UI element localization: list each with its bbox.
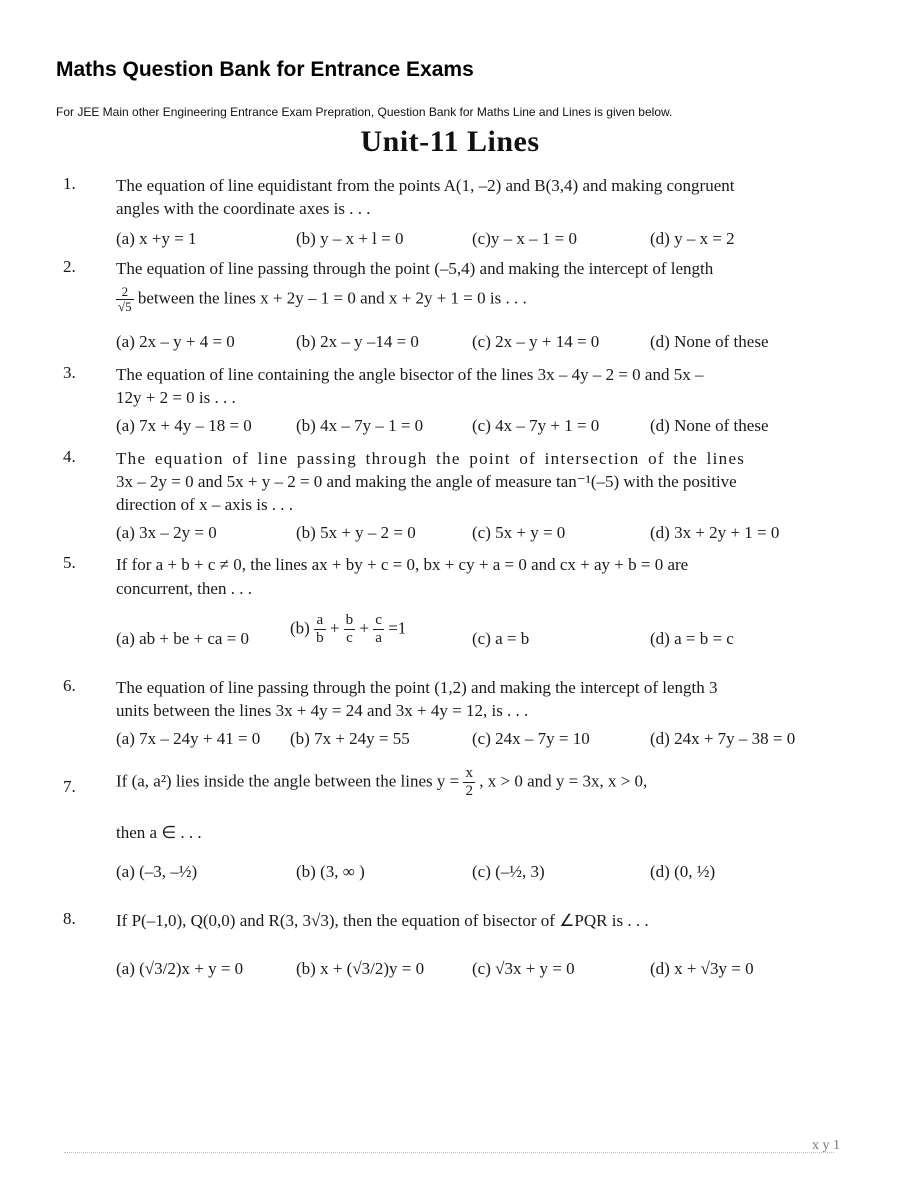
question-number: 3. — [63, 363, 76, 382]
question-text-line: The equation of line equidistant from the points A(1, –2) and B(3,4) and making congruent — [116, 176, 735, 195]
fraction: $\frac{b}{c}$ — [345, 612, 354, 646]
option-c: (c) 24x – 7y = 10 — [472, 729, 590, 748]
question-text-line: then a ∈ . . . — [116, 823, 202, 842]
option-b: (b) 4x – 7y – 1 = 0 — [296, 416, 424, 435]
intro-text: For JEE Main other Engineering Entrance Exam Prepration, Question Bank for Maths Line and Lines is given below. — [56, 105, 673, 119]
option-b: (b) 7x + 24y = 55 — [290, 729, 410, 748]
option-a: (a) 7x + 4y – 18 = 0 — [116, 416, 252, 435]
question-text-line: The equation of line passing through the point (1,2) and making the intercept of length 3 — [116, 678, 718, 697]
option-d: (d) 24x + 7y – 38 = 0 — [650, 729, 796, 748]
footer-fragment: x y 1 — [812, 1138, 840, 1153]
question-text-line: If P(–1,0), Q(0,0) and R(3, 3√3), then the equation of bisector of ∠PQR is . . . — [116, 911, 649, 930]
question-text-line: angles with the coordinate axes is . . . — [116, 199, 371, 218]
option-d: (d) None of these — [650, 332, 769, 351]
option-b: (b) x + (√3/2)y = 0 — [296, 959, 425, 978]
option-a: (a) 3x – 2y = 0 — [116, 523, 217, 542]
option-a: (a) 2x – y + 4 = 0 — [116, 332, 235, 351]
option-c: (c) (–½, 3) — [472, 862, 545, 881]
option-b: (b) $\frac{a}{b}$ + $\frac{b}{c}$ + $\frac{c}{a}$ =1 — [290, 612, 407, 646]
option-c: (c) a = b — [472, 629, 530, 648]
option-c: (c) √3x + y = 0 — [472, 959, 575, 978]
option-d: (d) (0, ½) — [650, 862, 716, 881]
question-number: 8. — [63, 909, 76, 928]
question-number: 7. — [63, 777, 76, 796]
fraction: $\frac{c}{a}$ — [375, 612, 382, 646]
option-d: (d) y – x = 2 — [650, 229, 735, 248]
option-a: (a) 7x – 24y + 41 = 0 — [116, 729, 261, 748]
question-text-line: units between the lines 3x + 4y = 24 and 3x + 4y = 12, is . . . — [116, 701, 529, 720]
question-number: 6. — [63, 676, 76, 695]
option-b: (b) 5x + y – 2 = 0 — [296, 523, 416, 542]
option-a: (a) x +y = 1 — [116, 229, 197, 248]
question-text-line: direction of x – axis is . . . — [116, 495, 294, 514]
option-c: (c) 4x – 7y + 1 = 0 — [472, 416, 600, 435]
question-text-line: 12y + 2 = 0 is . . . — [116, 388, 236, 407]
question-number: 1. — [63, 174, 76, 193]
site-title: Maths Question Bank for Entrance Exams — [56, 58, 474, 81]
option-c: (c) 5x + y = 0 — [472, 523, 566, 542]
fraction: $\frac{2}{√5}$ — [118, 284, 132, 314]
question-number: 4. — [63, 447, 76, 466]
option-d: (d) None of these — [650, 416, 769, 435]
question-text-line: $\frac{2}{√5}$ between the lines x + 2y – 1 = 0 and x + 2y + 1 = 0 is . . . — [118, 284, 527, 314]
question-text-line: If (a, a²) lies inside the angle between the lines y = $\frac{x}{2}$ , x > 0 and y = 3x, x > 0, — [116, 765, 648, 799]
question-number: 5. — [63, 553, 76, 572]
question-text-line: If for a + b + c ≠ 0, the lines ax + by + c = 0, bx + cy + a = 0 and cx + ay + b = 0 are — [116, 555, 689, 574]
option-d: (d) x + √3y = 0 — [650, 959, 754, 978]
question-text-line: The equation of line passing through the point of intersection of the lines — [116, 449, 746, 468]
option-b: (b) y – x + l = 0 — [296, 229, 404, 248]
question-text-line: concurrent, then . . . — [116, 579, 252, 598]
fraction: $\frac{a}{b}$ — [316, 612, 324, 646]
option-c: (c) 2x – y + 14 = 0 — [472, 332, 600, 351]
option-b: (b) (3, ∞ ) — [296, 862, 365, 881]
option-d: (d) 3x + 2y + 1 = 0 — [650, 523, 780, 542]
fraction: $\frac{x}{2}$ — [465, 765, 473, 799]
option-d: (d) a = b = c — [650, 629, 734, 648]
question-number: 2. — [63, 257, 76, 276]
question-text-line: The equation of line passing through the point (–5,4) and making the intercept of length — [116, 259, 714, 278]
option-c: (c)y – x – 1 = 0 — [472, 229, 577, 248]
option-b: (b) 2x – y –14 = 0 — [296, 332, 419, 351]
unit-title: Unit-11 Lines — [360, 125, 540, 158]
option-a: (a) (√3/2)x + y = 0 — [116, 959, 244, 978]
question-text-line: The equation of line containing the angle bisector of the lines 3x – 4y – 2 = 0 and 5x – — [116, 365, 704, 384]
option-a: (a) (–3, –½) — [116, 862, 198, 881]
option-a: (a) ab + be + ca = 0 — [116, 629, 250, 648]
question-text-line: 3x – 2y = 0 and 5x + y – 2 = 0 and making the angle of measure tan⁻¹(–5) with the positive — [116, 472, 737, 491]
